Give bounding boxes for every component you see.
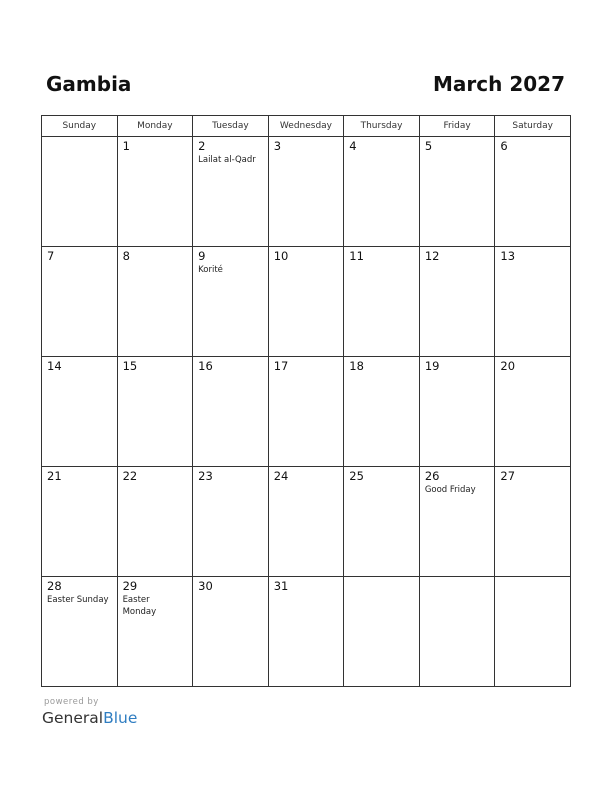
weekday-wednesday: Wednesday — [268, 116, 344, 137]
week-row — [42, 137, 571, 247]
day-cell — [42, 577, 118, 687]
day-number: 27 — [500, 469, 516, 483]
day-cell — [419, 247, 495, 357]
day-number: 18 — [349, 359, 364, 373]
day-cell — [344, 137, 420, 247]
day-cell — [193, 247, 269, 357]
weekday-saturday: Saturday — [495, 116, 571, 137]
holiday-label: Easter Monday — [122, 595, 157, 617]
day-cell — [193, 467, 269, 577]
generalblue-logo[interactable] — [42, 708, 137, 728]
day-number: 22 — [122, 469, 138, 483]
weekday-monday: Monday — [117, 116, 193, 137]
day-cell — [268, 247, 344, 357]
day-number: 28 — [47, 579, 62, 593]
day-number: 30 — [198, 579, 213, 593]
day-cell — [344, 467, 420, 577]
day-cell — [419, 467, 495, 577]
day-number: 9 — [198, 249, 206, 263]
day-number: 3 — [273, 139, 282, 153]
holiday-label: Lailat al-Qadr — [198, 155, 256, 165]
calendar-grid — [41, 115, 571, 687]
weekday-sunday: Sunday — [42, 116, 118, 137]
day-cell — [117, 137, 193, 247]
day-number: 23 — [198, 469, 213, 483]
day-number: 21 — [47, 469, 62, 483]
day-cell — [268, 577, 344, 687]
day-number: 2 — [198, 139, 206, 153]
brand-general-text: General — [42, 709, 104, 727]
day-number: 17 — [273, 359, 289, 373]
day-number: 25 — [349, 469, 364, 483]
weekday-friday: Friday — [419, 116, 495, 137]
day-cell — [268, 467, 344, 577]
day-cell — [117, 247, 193, 357]
day-number: 31 — [273, 579, 289, 593]
day-cell — [344, 577, 420, 687]
holiday-label: Korité — [198, 265, 223, 275]
day-number: 4 — [349, 139, 357, 153]
powered-by-label: powered by — [44, 697, 99, 707]
day-cell — [42, 357, 118, 467]
day-number: 12 — [424, 249, 440, 263]
day-cell — [42, 247, 118, 357]
day-number: 15 — [122, 359, 138, 373]
day-cell — [193, 577, 269, 687]
day-cell — [419, 357, 495, 467]
day-number: 5 — [424, 139, 433, 153]
day-number: 29 — [122, 579, 138, 593]
day-number: 26 — [424, 469, 440, 483]
day-number: 20 — [500, 359, 516, 373]
week-row — [42, 357, 571, 467]
weekday-header-row — [42, 116, 571, 137]
day-cell — [117, 577, 193, 687]
day-number: 19 — [424, 359, 440, 373]
day-cell — [344, 247, 420, 357]
week-row — [42, 467, 571, 577]
day-number: 8 — [122, 249, 130, 263]
day-cell — [419, 137, 495, 247]
day-cell — [193, 357, 269, 467]
day-number: 1 — [122, 139, 130, 153]
day-number: 24 — [273, 469, 289, 483]
day-cell — [268, 357, 344, 467]
day-cell — [268, 137, 344, 247]
day-cell — [42, 137, 118, 247]
day-number: 10 — [273, 249, 289, 263]
day-cell — [495, 577, 571, 687]
day-cell — [117, 357, 193, 467]
day-number: 6 — [500, 139, 508, 153]
brand-blue-text: Blue — [103, 709, 138, 727]
month-title: March 2027 — [433, 72, 565, 96]
holiday-label: Good Friday — [424, 485, 476, 495]
day-number: 7 — [47, 249, 55, 263]
day-number: 16 — [198, 359, 213, 373]
day-number: 11 — [349, 249, 364, 263]
day-cell — [344, 357, 420, 467]
day-cell — [495, 357, 571, 467]
day-cell — [419, 577, 495, 687]
day-cell — [495, 137, 571, 247]
week-row — [42, 577, 571, 687]
day-cell — [193, 137, 269, 247]
week-row — [42, 247, 571, 357]
day-cell — [117, 467, 193, 577]
weekday-thursday: Thursday — [344, 116, 420, 137]
holiday-label: Easter Sunday — [47, 595, 109, 605]
weekday-tuesday: Tuesday — [193, 116, 269, 137]
day-cell — [42, 467, 118, 577]
country-title: Gambia — [46, 72, 132, 96]
day-cell — [495, 467, 571, 577]
day-number: 13 — [500, 249, 516, 263]
day-cell — [495, 247, 571, 357]
day-number: 14 — [47, 359, 62, 373]
